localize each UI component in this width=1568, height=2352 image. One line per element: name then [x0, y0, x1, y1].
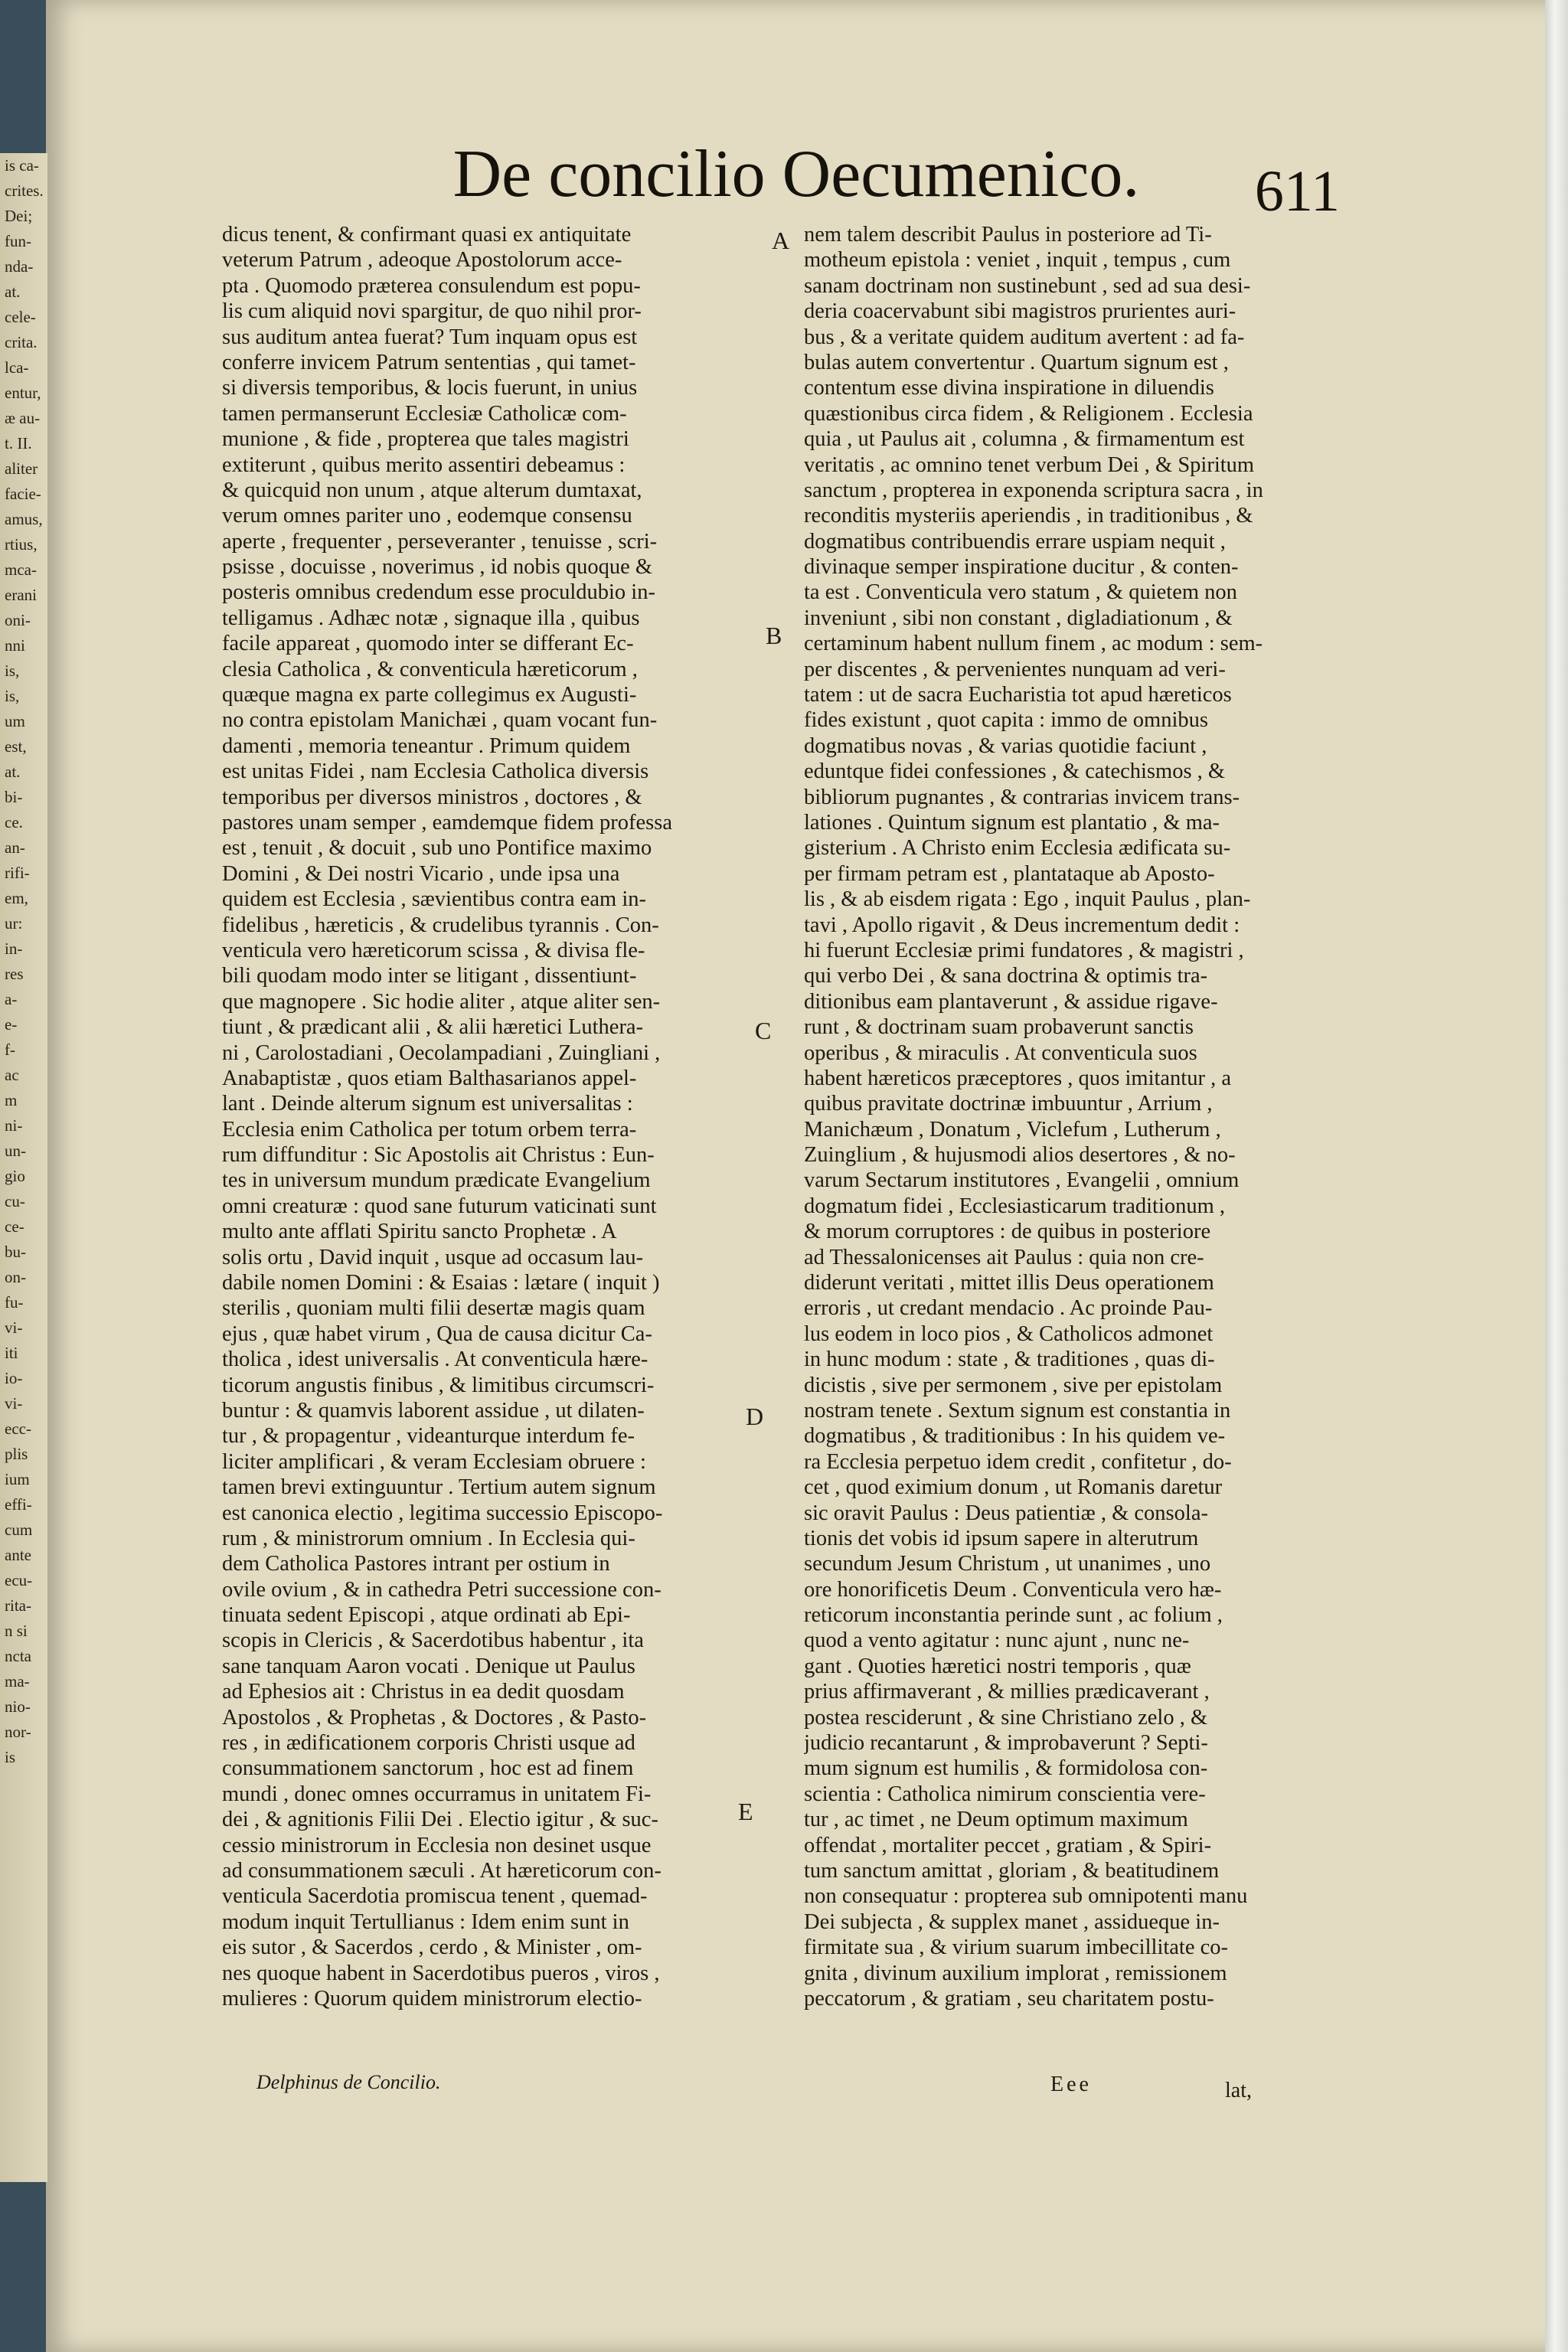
text-line: bulas autem convertentur . Quartum signum est ,: [804, 350, 1229, 374]
previous-page-fragment: nio-: [5, 1697, 31, 1716]
previous-page-fragment: nda-: [5, 257, 34, 276]
text-line: venticula vero hæreticorum scissa , & divisa fle-: [222, 938, 645, 962]
previous-page-fragment: at.: [5, 283, 21, 301]
text-line: ad Ephesios ait : Christus in ea dedit quosdam: [222, 1680, 625, 1704]
text-line: tum sanctum amittat , gloriam , & beatitudinem: [804, 1859, 1220, 1883]
text-line: quibus pravitate doctrinæ imbuuntur , Arrium ,: [804, 1092, 1213, 1116]
text-line: temporibus per diversos ministros , doctores , &: [222, 785, 642, 809]
text-line: clesia Catholica , & conventicula hæreticorum ,: [222, 657, 638, 681]
text-line: offendat , mortaliter peccet , gratiam , & Spiri-: [804, 1833, 1212, 1857]
text-line: ditionibus eam plantaverunt , & assidue rigave-: [804, 989, 1218, 1014]
text-line: quidem est Ecclesia , sævientibus contra eam in-: [222, 887, 647, 912]
previous-page-fragment: mca-: [5, 560, 37, 579]
page-edge-strip: [1545, 0, 1568, 2352]
previous-page-fragment: ma-: [5, 1672, 30, 1690]
text-line: gnita , divinum auxilium implorat , remissionem: [804, 1961, 1227, 1985]
catchword: lat,: [1225, 2079, 1252, 2102]
previous-page-fragment: nor-: [5, 1723, 31, 1741]
text-line: Apostolos , & Prophetas , & Doctores , & Pasto-: [222, 1705, 647, 1730]
text-line: quia , ut Paulus ait , columna , & firmamentum est: [804, 427, 1245, 452]
text-line: lationes . Quintum signum est plantatio , & ma-: [804, 810, 1220, 835]
previous-page-fragment: an-: [5, 838, 25, 857]
previous-page-fragment: m: [5, 1091, 18, 1109]
text-line: dicistis , sive per sermonem , sive per epistolam: [804, 1373, 1223, 1397]
text-line: ta est . Conventicula vero statum , & quietem non: [804, 580, 1237, 605]
text-line: non consequatur : propterea sub omnipotenti manu: [804, 1884, 1248, 1909]
text-line: in hunc modum : state , & traditiones , quas di-: [804, 1348, 1215, 1372]
text-line: habent hæreticos præceptores , quos imitantur , a: [804, 1066, 1231, 1090]
text-line: extiterunt , quibus merito assentiri debeamus :: [222, 452, 626, 477]
text-line: bibliorum pugnantes , & contrarias invicem trans-: [804, 785, 1240, 809]
text-line: quod a vento agitatur : nunc ajunt , nunc ne-: [804, 1628, 1190, 1653]
text-line: dicus tenent, & confirmant quasi ex antiquitate: [222, 223, 632, 247]
previous-page-fragment: cele-: [5, 308, 36, 326]
previous-page-fragment: ecc-: [5, 1419, 31, 1438]
previous-page-fragment: rifi-: [5, 864, 30, 882]
text-line: veritatis , ac omnino tenet verbum Dei , & Spiritum: [804, 452, 1255, 477]
previous-page-fragment: ce-: [5, 1217, 24, 1236]
text-line: runt , & doctrinam suam probaverunt sanctis: [804, 1015, 1194, 1040]
text-line: mundi , donec omnes occurramus in unitatem Fi-: [222, 1782, 652, 1806]
text-line: dei , & agnitionis Filii Dei . Electio igitur , & suc-: [222, 1808, 658, 1832]
previous-page-fragment: res: [5, 965, 24, 983]
previous-page-fragment: cu-: [5, 1192, 25, 1210]
text-line: est , tenuit , & docuit , sub uno Pontifice maximo: [222, 836, 652, 861]
text-line: prius affirmaverant , & millies prædicaverant ,: [804, 1680, 1210, 1704]
previous-page-fragment: amus,: [5, 510, 43, 528]
text-line: cessio ministrorum in Ecclesia non desinet usque: [222, 1833, 652, 1857]
previous-page-fragment: ante: [5, 1546, 31, 1564]
signature-mark: Eee: [1050, 2073, 1092, 2096]
text-line: nostram tenete . Sextum signum est constantia in: [804, 1398, 1231, 1423]
previous-page-fragment: io-: [5, 1369, 23, 1387]
text-line: per firmam petram est , plantataque ab Aposto-: [804, 861, 1215, 886]
text-line: pta . Quomodo præterea consulendum est popu-: [222, 273, 641, 298]
text-line: telligamus . Adhæc notæ , signaque illa , quibus: [222, 606, 640, 630]
text-line: dogmatum fidei , Ecclesiasticarum traditionum ,: [804, 1194, 1226, 1218]
previous-page-fragment: oni-: [5, 611, 31, 629]
previous-page-fragment: ecu-: [5, 1571, 33, 1589]
margin-marker-d: D: [746, 1403, 764, 1430]
previous-page-fragment: cum: [5, 1521, 33, 1539]
text-line: diderunt veritati , mittet illis Deus operationem: [804, 1271, 1214, 1295]
text-line: gisterium . A Christo enim Ecclesia ædificata su-: [804, 836, 1231, 861]
text-line: consummationem sanctorum , hoc est ad finem: [222, 1756, 634, 1781]
text-line: judicio recantarunt , & improbaverunt ? Septi-: [804, 1731, 1208, 1756]
previous-page-fragment: ncta: [5, 1647, 31, 1665]
previous-page-fragment: is,: [5, 687, 20, 705]
previous-page-fragment: n si: [5, 1622, 28, 1640]
text-line: & morum corruptores : de quibus in posteriore: [804, 1220, 1211, 1244]
previous-page-fragment: vi-: [5, 1318, 23, 1337]
previous-page-fragment: iti: [5, 1344, 18, 1362]
text-line: liciter amplificari , & veram Ecclesiam obruere :: [222, 1449, 646, 1474]
text-line: rum , & ministrorum omnium . In Ecclesia qui-: [222, 1526, 635, 1550]
text-line: mum signum est humilis , & formidolosa con-: [804, 1756, 1208, 1781]
previous-page-fragment: f-: [5, 1040, 15, 1059]
text-line: tur , & propagentur , videanturque interdum fe-: [222, 1424, 635, 1449]
text-line: aperte , frequenter , perseveranter , tenuisse , scri-: [222, 529, 658, 554]
text-line: Manichæum , Donatum , Viclefum , Lutherum ,: [804, 1117, 1221, 1142]
previous-page-fragment: fu-: [5, 1293, 24, 1312]
previous-page-fragment: is ca-: [5, 156, 39, 175]
previous-page-fragment: is,: [5, 662, 20, 680]
previous-page-fragment: ur:: [5, 914, 23, 933]
text-line: Zuinglium , & hujusmodi alios desertores , & no-: [804, 1143, 1236, 1168]
text-line: nem talem describit Paulus in posteriore ad Ti-: [804, 223, 1212, 247]
page-number: 611: [1254, 159, 1340, 224]
text-line: deria coacervabunt sibi magistros prurientes auri-: [804, 299, 1236, 324]
text-line: sane tanquam Aaron vocati . Denique ut Paulus: [222, 1654, 635, 1678]
text-line: lis cum aliquid novi spargitur, de quo nihil pror-: [222, 299, 642, 324]
text-line: scientia : Catholica nimirum conscientia vere-: [804, 1782, 1206, 1806]
text-line: scopis in Clericis , & Sacerdotibus habentur , ita: [222, 1628, 644, 1653]
previous-page-fragment: fun-: [5, 232, 31, 250]
previous-page-fragment: rtius,: [5, 535, 38, 554]
text-line: tur , ac timet , ne Deum optimum maximum: [804, 1808, 1188, 1832]
previous-page-fragment: t. II.: [5, 434, 32, 452]
text-line: varum Sectarum institutores , Evangelii , omnium: [804, 1168, 1240, 1193]
text-line: res , in ædificationem corporis Christi usque ad: [222, 1731, 635, 1756]
text-line: tatem : ut de sacra Eucharistia tot apud hæreticos: [804, 683, 1232, 707]
text-line: verum omnes pariter uno , eodemque consensu: [222, 504, 632, 528]
text-line: veterum Patrum , adeoque Apostolorum acce-: [222, 248, 622, 273]
margin-marker-c: C: [755, 1017, 772, 1044]
text-line: dogmatibus , & traditionibus : In his quidem ve-: [804, 1424, 1226, 1449]
text-line: bili quodam modo inter se litigant , dissentiunt-: [222, 964, 637, 988]
text-line: conferre invicem Patrum sententias , qui tamet-: [222, 350, 636, 374]
previous-page-fragment: ium: [5, 1470, 30, 1488]
text-line: Ecclesia enim Catholica per totum orbem terra-: [222, 1117, 637, 1142]
text-line: omni creaturæ : quod sane futurum vaticinati sunt: [222, 1194, 657, 1218]
text-line: ejus , quæ habet virum , Qua de causa dicitur Ca-: [222, 1321, 652, 1346]
text-line: sus auditum antea fuerat? Tum inquam opus est: [222, 325, 638, 349]
text-line: operibus , & miraculis . At conventicula suos: [804, 1040, 1197, 1065]
previous-page-fragment: aliter: [5, 459, 38, 478]
margin-marker-a: A: [772, 227, 790, 254]
text-line: ore honorificetis Deum . Conventicula vero hæ-: [804, 1577, 1222, 1602]
previous-page-fragment: facie-: [5, 485, 41, 503]
previous-page-fragment: at.: [5, 763, 21, 781]
previous-page-fragment: erani: [5, 586, 37, 604]
text-line: contentum esse divina inspiratione in diluendis: [804, 376, 1214, 400]
text-line: ad Thessalonicenses ait Paulus : quia non cre-: [804, 1245, 1204, 1269]
previous-page-fragment: crites.: [5, 181, 44, 200]
text-line: & quicquid non unum , atque alterum dumtaxat,: [222, 478, 642, 502]
text-line: eduntque fidei confessiones , & catechismos , &: [804, 760, 1226, 784]
text-line: psisse , docuisse , noverimus , id nobis quoque &: [222, 555, 653, 580]
text-line: munione , & fide , propterea que tales magistri: [222, 427, 629, 452]
text-line: que magnopere . Sic hodie aliter , atque aliter sen-: [222, 989, 661, 1014]
previous-page-fragment: is: [5, 1748, 16, 1766]
text-line: tamen brevi extinguuntur . Tertium autem signum: [222, 1475, 656, 1500]
previous-page-fragment: nni: [5, 636, 25, 655]
previous-page-edge: [0, 153, 47, 2182]
text-line: solis ortu , David inquit , usque ad occasum lau-: [222, 1245, 644, 1269]
text-line: tholica , idest universalis . At conventicula hære-: [222, 1348, 648, 1372]
text-line: peccatorum , & gratiam , seu charitatem postu-: [804, 1986, 1214, 2011]
text-line: tiunt , & prædicant alii , & alii hæretici Luthera-: [222, 1015, 644, 1040]
previous-page-fragment: est,: [5, 737, 27, 756]
text-line: rum diffunditur : Sic Apostolis ait Christus : Eun-: [222, 1143, 655, 1168]
text-line: tionis det vobis id ipsum sapere in alterutrum: [804, 1526, 1199, 1550]
previous-page-fragment: vi-: [5, 1394, 23, 1413]
previous-page-fragment: rita-: [5, 1596, 31, 1615]
text-line: reconditis mysteriis aperiendis , in traditionibus , &: [804, 504, 1253, 528]
text-line: facile appareat , quomodo inter se differant Ec-: [222, 632, 634, 656]
text-line: ovile ovium , & in cathedra Petri successione con-: [222, 1577, 662, 1602]
right-text-column: [804, 222, 1332, 2011]
previous-page-fragment: ni-: [5, 1116, 23, 1135]
text-line: fides existunt , quot capita : immo de omnibus: [804, 708, 1208, 733]
text-line: ad consummationem sæculi . At hæreticorum con-: [222, 1859, 662, 1883]
text-line: posteris omnibus credendum esse proculdubio in-: [222, 580, 655, 605]
text-line: quæstionibus circa fidem , & Religionem . Ecclesia: [804, 401, 1253, 426]
text-line: lant . Deinde alterum signum est universalitas :: [222, 1092, 633, 1116]
text-line: sic oravit Paulus : Deus patientiæ , & consola-: [804, 1501, 1208, 1525]
text-line: tamen permanserunt Ecclesiæ Catholicæ com-: [222, 401, 627, 426]
text-line: tinuata sedent Episcopi , atque ordinati ab Epi-: [222, 1603, 631, 1628]
text-line: quæque magna ex parte collegimus ex Augusti-: [222, 683, 637, 707]
text-line: qui verbo Dei , & sana doctrina & optimis tra-: [804, 964, 1208, 988]
text-line: buntur : & quamvis laborent assidue , ut dilaten-: [222, 1398, 645, 1423]
previous-page-fragment: effi-: [5, 1495, 32, 1514]
previous-page-fragment: Dei;: [5, 207, 33, 225]
previous-page-fragment: a-: [5, 990, 18, 1008]
previous-page-fragment: plis: [5, 1445, 28, 1463]
text-line: sterilis , quoniam multi filii desertæ magis quam: [222, 1296, 645, 1321]
text-line: tavi , Apollo rigavit , & Deus incrementum dedit :: [804, 913, 1240, 937]
text-line: Dei subjecta , & supplex manet , assidueque in-: [804, 1909, 1220, 1934]
previous-page-fragment: crita.: [5, 333, 38, 351]
text-line: modum inquit Tertullianus : Idem enim sunt in: [222, 1909, 629, 1934]
text-line: fidelibus , hæreticis , & crudelibus tyrannis . Con-: [222, 913, 659, 937]
text-line: ticorum angustis finibus , & limitibus circumscri-: [222, 1373, 655, 1397]
previous-page-fragment: um: [5, 712, 25, 730]
text-line: gant . Quoties hæretici nostri temporis , quæ: [804, 1654, 1191, 1678]
previous-page-fragment: bu-: [5, 1243, 26, 1261]
previous-page-fragment: in-: [5, 939, 23, 958]
text-line: damenti , memoria teneantur . Primum quidem: [222, 733, 631, 758]
text-line: motheum epistola : veniet , inquit , tempus , cum: [804, 248, 1231, 273]
previous-page-fragment: ce.: [5, 813, 23, 831]
text-line: mulieres : Quorum quidem ministrorum electio-: [222, 1986, 642, 2011]
previous-page-fragment: em,: [5, 889, 28, 907]
text-line: cet , quod eximium donum , ut Romanis daretur: [804, 1475, 1223, 1500]
text-line: tes in universum mundum prædicate Evangelium: [222, 1168, 651, 1193]
margin-marker-e: E: [738, 1798, 753, 1825]
left-text-column: [222, 222, 750, 2011]
text-line: firmitate sua , & virium suarum imbecillitate co-: [804, 1936, 1229, 1960]
text-line: dabile nomen Domini : & Esaias : lætare ( inquit ): [222, 1271, 660, 1295]
text-line: Anabaptistæ , quos etiam Balthasarianos appel-: [222, 1066, 637, 1090]
text-line: no contra epistolam Manichæi , quam vocant fun-: [222, 708, 658, 733]
previous-page-fragment: æ au-: [5, 409, 41, 427]
text-line: ni , Carolostadiani , Oecolampadiani , Zuingliani ,: [222, 1040, 661, 1065]
text-line: multo ante afflati Spiritu sancto Prophetæ . A: [222, 1220, 617, 1244]
text-line: sanam doctrinam non sustinebunt , sed ad sua desi-: [804, 273, 1251, 298]
previous-page-fragment: gio: [5, 1167, 25, 1185]
text-line: ra Ecclesia perpetuo idem credit , confitetur , do-: [804, 1449, 1232, 1474]
text-line: nes quoque habent in Sacerdotibus pueros , viros ,: [222, 1961, 660, 1985]
text-line: certaminum habent nullum finem , ac modum : sem-: [804, 632, 1263, 656]
text-line: venticula Sacerdotia promiscua tenent , quemad-: [222, 1884, 648, 1909]
text-line: dem Catholica Pastores intrant per ostium in: [222, 1552, 610, 1576]
text-line: eis sutor , & Sacerdos , cerdo , & Minister , om-: [222, 1936, 642, 1960]
previous-page-fragment: entur,: [5, 384, 41, 402]
previous-page-fragment: e-: [5, 1015, 18, 1034]
margin-marker-b: B: [766, 622, 782, 649]
text-line: secundum Jesum Christum , ut unanimes , uno: [804, 1552, 1211, 1576]
text-line: postea resciderunt , & sine Christiano zelo , &: [804, 1705, 1208, 1730]
text-line: erroris , ut credant mendacio . Ac proinde Pau-: [804, 1296, 1213, 1321]
text-line: dogmatibus novas , & varias quotidie faciunt ,: [804, 733, 1207, 758]
previous-page-fragment: un-: [5, 1142, 26, 1160]
text-line: si diversis temporibus, & locis fuerunt, in unius: [222, 376, 638, 400]
text-line: Domini , & Dei nostri Vicario , unde ipsa una: [222, 861, 620, 886]
text-line: divinaque semper inspiratione ducitur , & conten-: [804, 555, 1239, 580]
text-line: pastores unam semper , eamdemque fidem professa: [222, 810, 673, 835]
previous-page-fragment: on-: [5, 1268, 26, 1286]
running-foot: Delphinus de Concilio.: [256, 2071, 441, 2093]
previous-page-fragment: lca-: [5, 358, 29, 377]
text-line: est canonica electio , legitima successio Episcopo-: [222, 1501, 663, 1525]
text-line: bus , & a veritate quidem auditum avertent : ad fa-: [804, 325, 1245, 349]
text-line: dogmatibus contribuendis errare uspiam nequit ,: [804, 529, 1226, 554]
text-line: per discentes , & pervenientes nunquam ad veri-: [804, 657, 1226, 681]
text-line: inveniunt , sibi non constant , digladiationum , &: [804, 606, 1233, 630]
text-line: reticorum inconstantia perinde sunt , ac folium ,: [804, 1603, 1223, 1628]
previous-page-fragment: ac: [5, 1066, 19, 1084]
page-title: De concilio Oecumenico.: [452, 137, 1140, 211]
text-line: lis , & ab eisdem rigata : Ego , inquit Paulus , plan-: [804, 887, 1251, 912]
text-line: sanctum , propterea in exponenda scriptura sacra , in: [804, 478, 1263, 502]
text-line: est unitas Fidei , nam Ecclesia Catholica diversis: [222, 760, 649, 784]
text-line: lus eodem in loco pios , & Catholicos admonet: [804, 1321, 1214, 1346]
previous-page-fragment: bi-: [5, 788, 23, 806]
text-line: hi fuerunt Ecclesiæ primi fundatores , & magistri ,: [804, 938, 1244, 962]
